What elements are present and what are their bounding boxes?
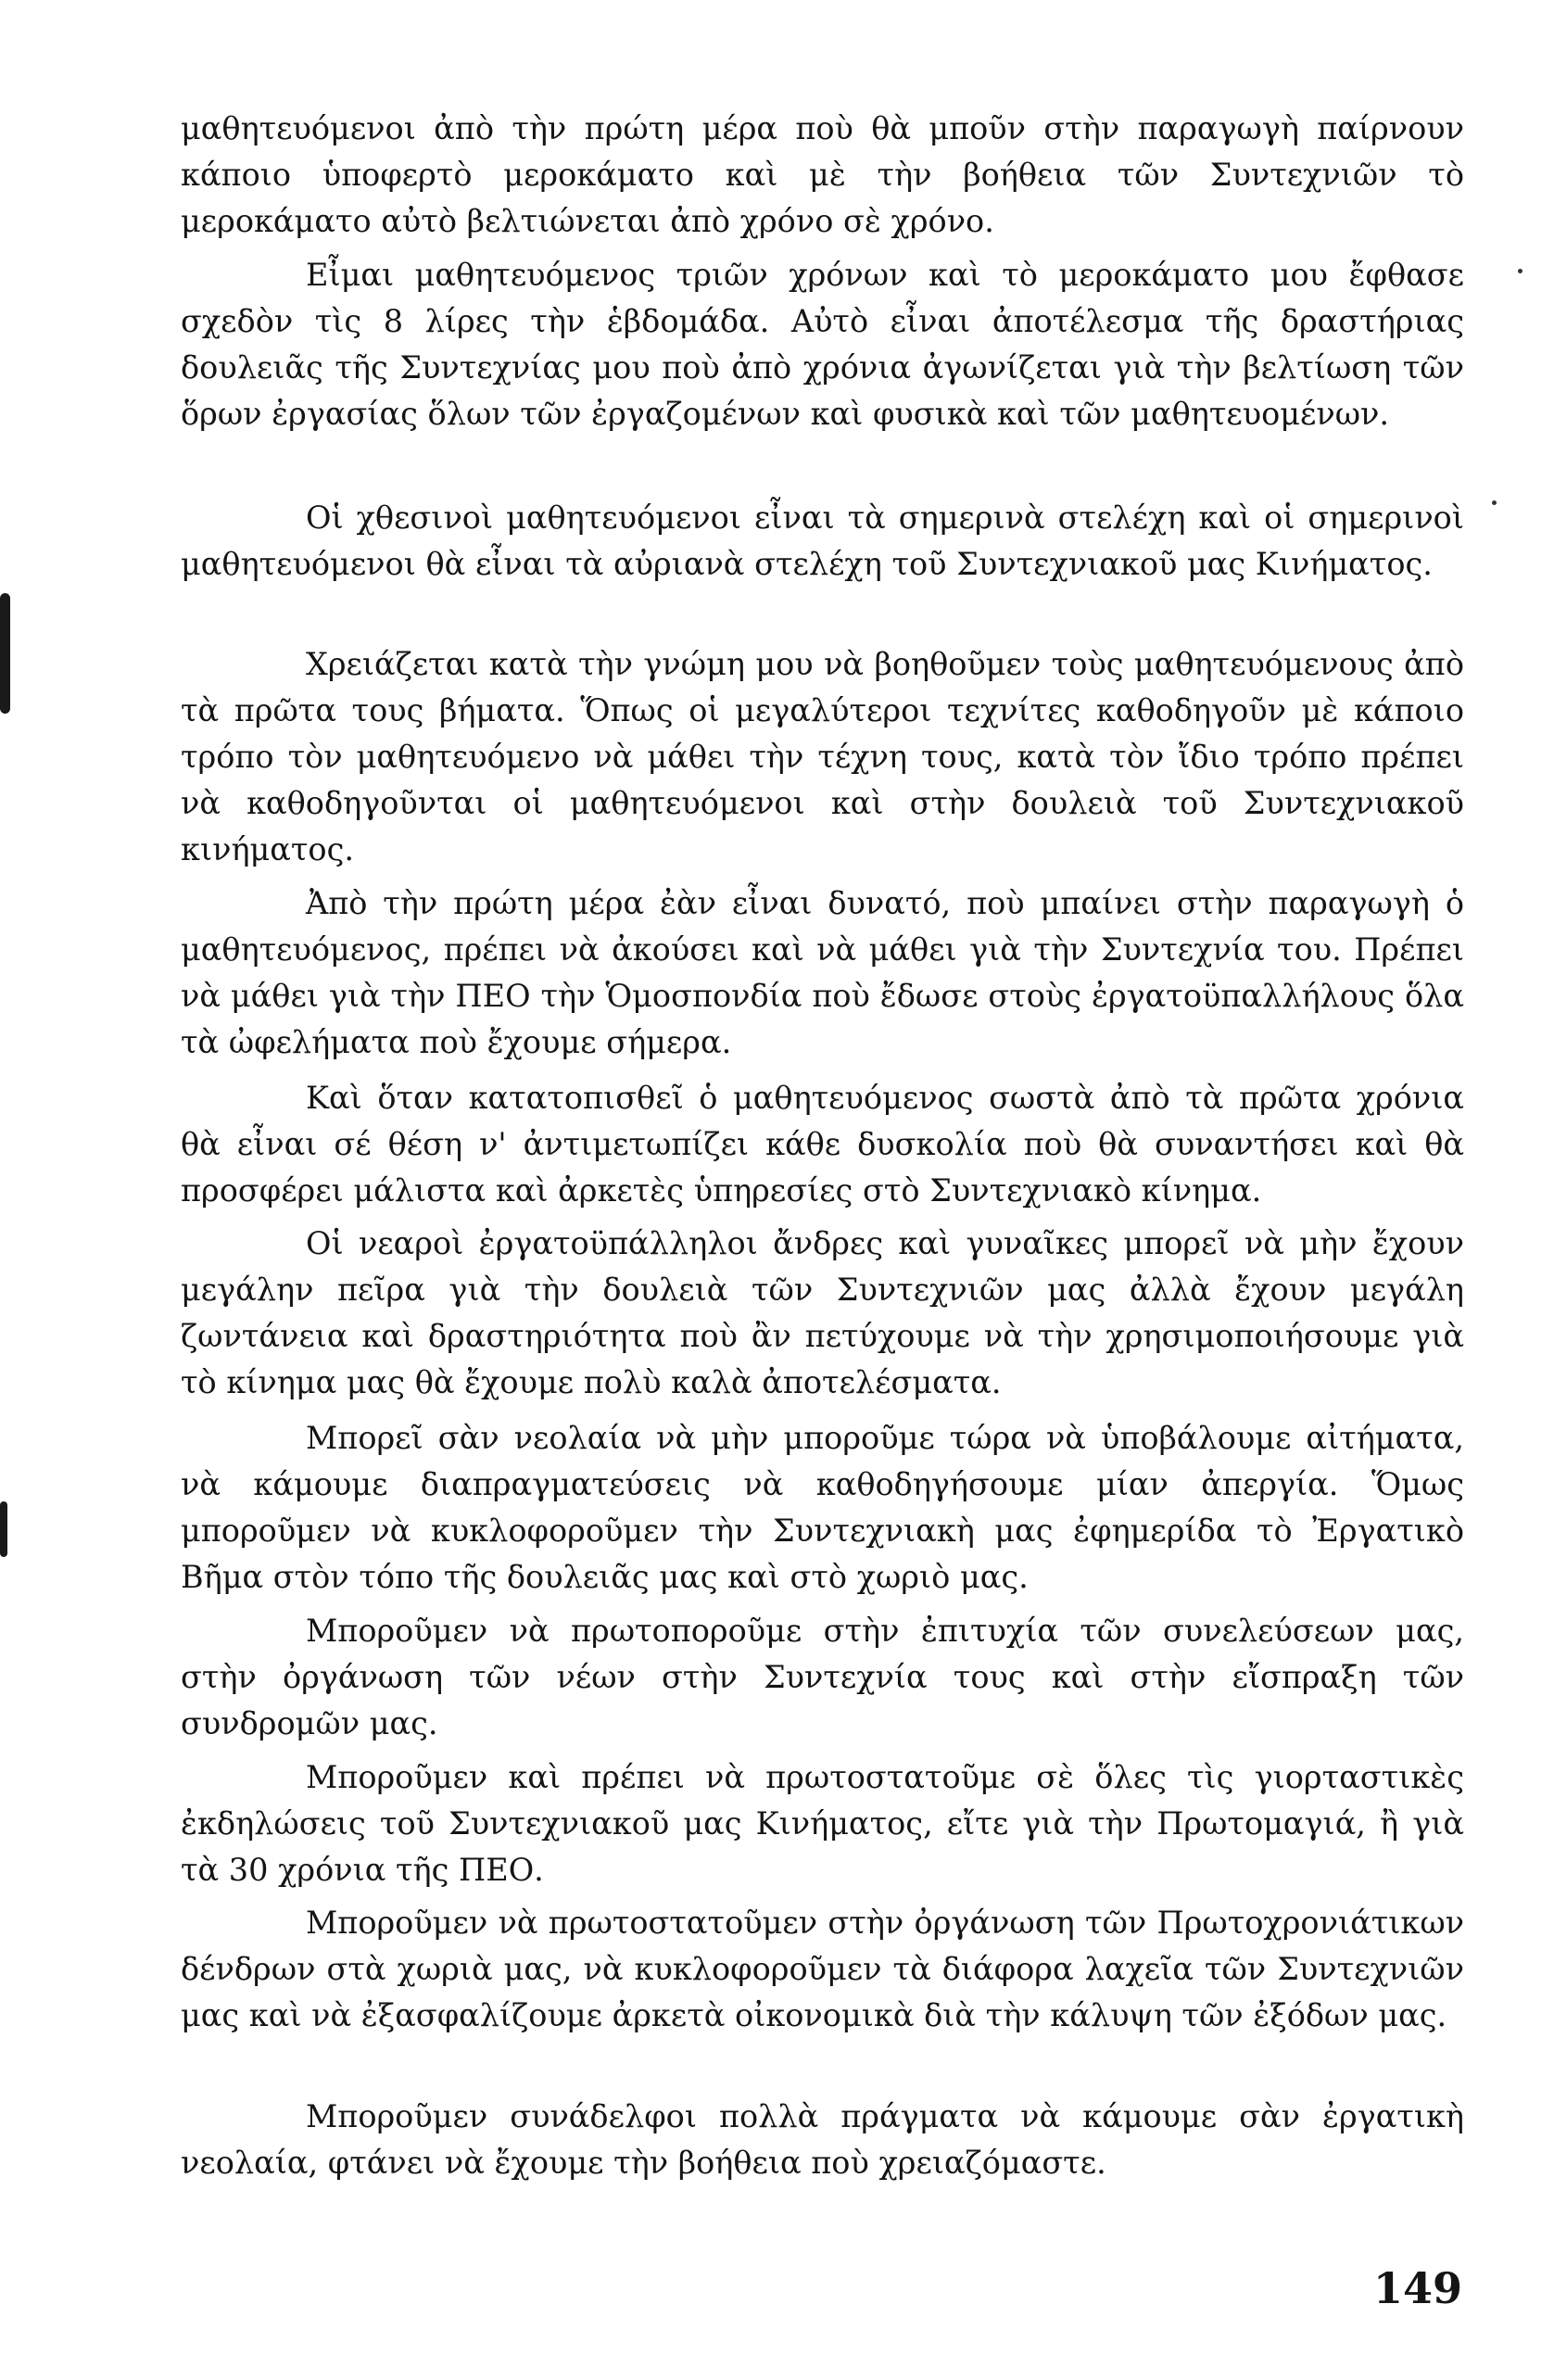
paragraph-8: Μπορεῖ σὰν νεολαία νὰ μὴν μποροῦμε τώρα νὰ ὑποβάλουμε αἰτήματα, νὰ κάμουμε διαπραγματεύσεις νὰ καθοδηγήσουμε μίαν ἀπεργία. Ὅμως μποροῦμεν νὰ κυκλοφοροῦμεν τὴν Συντεχνιακὴ μας ἐφημερίδα τὸ Ἐργατικὸ Βῆμα στὸν τόπο τῆς δουλειᾶς μας καὶ στὸ χωριὸ μας. [181, 1420, 1464, 1595]
paragraph-5: Ἀπὸ τὴν πρώτη μέρα ἐὰν εἶναι δυνατό, ποὺ μπαίνει στὴν παραγωγὴ ὁ μαθητευόμενος, πρέπει νὰ ἀκούσει καὶ νὰ μάθει γιὰ τὴν Συντεχνία του. Πρέπει νὰ μάθει γιὰ τὴν ΠΕΟ τὴν Ὁμοσπονδία ποὺ ἔδωσε στοὺς ἐργατοϋπαλλήλους ὅλα τὰ ὠφελήματα ποὺ ἔχουμε σήμερα. [181, 885, 1464, 1060]
paragraph-11: Μποροῦμεν νὰ πρωτοστατοῦμεν στὴν ὀργάνωση τῶν Πρωτοχρονιάτικων δένδρων στὰ χωριὰ μας, νὰ κυκλοφοροῦμεν τὰ διάφορα λαχεῖα τῶν Συντεχνιῶν μας καὶ νὰ ἐξασφαλίζουμε ἀρκετὰ οἰκονομικὰ διὰ τὴν κάλυψη τῶν ἐξόδων μας. [181, 1905, 1464, 2033]
scan-speck [1492, 500, 1497, 505]
scan-edge-shadow-lower [0, 1501, 7, 1557]
scan-edge-shadow-upper [0, 593, 10, 714]
page-number: 149 [1372, 2263, 1462, 2313]
paragraph-3: Οἱ χθεσινοὶ μαθητευόμενοι εἶναι τὰ σημερινὰ στελέχη καὶ οἱ σημερινοὶ μαθητευόμενοι θὰ εἶναι τὰ αὐριανὰ στελέχη τοῦ Συντεχνιακοῦ μας Κινήματος. [181, 500, 1464, 582]
paragraph-4: Χρειάζεται κατὰ τὴν γνώμη μου νὰ βοηθοῦμεν τοὺς μαθητευόμενους ἀπὸ τὰ πρῶτα τους βήματα. Ὅπως οἱ μεγαλύτεροι τεχνίτες καθοδηγοῦν μὲ κάποιο τρόπο τὸν μαθητευόμενο νὰ μάθει τὴν τέχνη τους, κατὰ τὸν ἴδιο τρόπο πρέπει νὰ καθοδηγοῦνται οἱ μαθητευόμενοι καὶ στὴν δουλειὰ τοῦ Συντεχνιακοῦ κινήματος. [181, 646, 1464, 867]
paragraph-7: Οἱ νεαροὶ ἐργατοϋπάλληλοι ἄνδρες καὶ γυναῖκες μπορεῖ νὰ μὴν ἔχουν μεγάλην πεῖρα γιὰ τὴν δουλειὰ τῶν Συντεχνιῶν μας ἀλλὰ ἔχουν μεγάλη ζωντάνεια καὶ δραστηριότητα ποὺ ἂν πετύχουμε νὰ τὴν χρησιμοποιήσουμε γιὰ τὸ κίνημα μας θὰ ἔχουμε πολὺ καλὰ ἀποτελέσματα. [181, 1225, 1464, 1400]
paragraph-12: Μποροῦμεν συνάδελφοι πολλὰ πράγματα νὰ κάμουμε σὰν ἐργατικὴ νεολαία, φτάνει νὰ ἔχουμε τὴν βοήθεια ποὺ χρειαζόμαστε. [181, 2098, 1464, 2181]
paragraph-9: Μποροῦμεν νὰ πρωτοποροῦμε στὴν ἐπιτυχία τῶν συνελεύσεων μας, στὴν ὀργάνωση τῶν νέων στὴν Συντεχνία τους καὶ στὴν εἴσπραξη τῶν συνδρομῶν μας. [181, 1613, 1464, 1741]
scan-speck [1518, 269, 1522, 273]
paragraph-10: Μποροῦμεν καὶ πρέπει νὰ πρωτοστατοῦμε σὲ ὅλες τὶς γιορταστικὲς ἐκδηλώσεις τοῦ Συντεχνιακοῦ μας Κινήματος, εἴτε γιὰ τὴν Πρωτομαγιά, ἢ γιὰ τὰ 30 χρόνια τῆς ΠΕΟ. [181, 1759, 1464, 1888]
paragraph-6: Καὶ ὅταν κατατοπισθεῖ ὁ μαθητευόμενος σωστὰ ἀπὸ τὰ πρῶτα χρόνια θὰ εἶναι σέ θέση ν' ἀντιμετωπίζει κάθε δυσκολία ποὺ θὰ συναντήσει καὶ θὰ προσφέρει μάλιστα καὶ ἀρκετὲς ὑπηρεσίες στὸ Συντεχνιακὸ κίνημα. [181, 1080, 1464, 1209]
paragraph-2: Εἶμαι μαθητευόμενος τριῶν χρόνων καὶ τὸ μεροκάματο μου ἔφθασε σχεδὸν τὶς 8 λίρες τὴν ἑβδομάδα. Αὐτὸ εἶναι ἀποτέλεσμα τῆς δραστήριας δουλειᾶς τῆς Συντεχνίας μου ποὺ ἀπὸ χρόνια ἀγωνίζεται γιὰ τὴν βελτίωση τῶν ὅρων ἐργασίας ὅλων τῶν ἐργαζομένων καὶ φυσικὰ καὶ τῶν μαθητευομένων. [181, 257, 1464, 432]
paragraph-1: μαθητευόμενοι ἀπὸ τὴν πρώτη μέρα ποὺ θὰ μποῦν στὴν παραγωγὴ παίρνουν κάποιο ὑποφερτὸ μεροκάματο καὶ μὲ τὴν βοήθεια τῶν Συντεχνιῶν τὸ μεροκάματο αὐτὸ βελτιώνεται ἀπὸ χρόνο σὲ χρόνο. [181, 110, 1464, 239]
